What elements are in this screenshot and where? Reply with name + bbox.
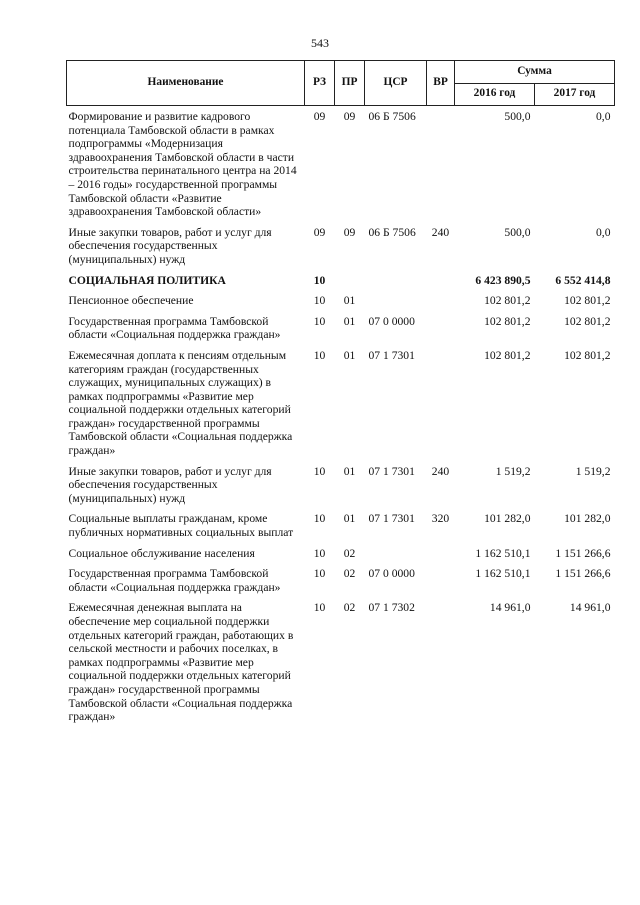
row-sum-2017: 101 282,0 bbox=[564, 512, 611, 526]
row-pr: 09 bbox=[343, 225, 356, 239]
row-sum-2017: 0,0 bbox=[596, 225, 611, 239]
row-sum-2017: 102 801,2 bbox=[564, 348, 611, 362]
header-vr: ВР bbox=[427, 61, 455, 106]
row-vr bbox=[427, 106, 455, 224]
row-pr: 02 bbox=[343, 546, 356, 560]
table-row bbox=[67, 545, 615, 566]
header-rz: РЗ bbox=[305, 61, 335, 106]
row-sum-2016: 1 519,2 bbox=[495, 464, 531, 478]
table-row bbox=[67, 510, 615, 544]
table-row bbox=[67, 106, 615, 224]
row-name: Формирование и развитие кадрового потенциала Тамбовской области в рамках подпрограммы «Модернизация здравоохранения Тамбовской области в части строительства перинатального центра на 2014 – 2016 годы» государственной программы Тамбовской области «Развитие здравоохранения Тамбовской области» bbox=[68, 110, 297, 219]
row-csr: 07 1 7301 bbox=[368, 512, 415, 526]
row-vr: 240 bbox=[431, 464, 450, 478]
row-vr bbox=[427, 565, 455, 599]
row-pr: 01 bbox=[343, 314, 356, 328]
row-vr bbox=[427, 292, 455, 313]
row-sum-2016: 14 961,0 bbox=[489, 601, 531, 615]
row-name: Иные закупки товаров, работ и услуг для обеспечения государственных (муниципальных) нужд bbox=[68, 464, 272, 505]
row-rz: 09 bbox=[313, 110, 326, 123]
row-pr: 02 bbox=[343, 601, 356, 615]
row-vr: 240 bbox=[431, 225, 450, 239]
table-row bbox=[67, 463, 615, 511]
row-vr bbox=[427, 347, 455, 463]
row-sum-2016: 500,0 bbox=[504, 225, 531, 239]
table-row bbox=[67, 347, 615, 463]
row-name: СОЦИАЛЬНАЯ ПОЛИТИКА bbox=[68, 273, 226, 287]
table-row bbox=[67, 224, 615, 272]
row-csr: 07 1 7302 bbox=[368, 601, 415, 615]
row-rz: 10 bbox=[313, 464, 326, 478]
row-vr bbox=[427, 599, 455, 728]
row-csr: 07 0 0000 bbox=[368, 567, 415, 581]
row-pr: 01 bbox=[343, 464, 356, 478]
row-sum-2016: 1 162 510,1 bbox=[475, 567, 531, 581]
row-name: Социальные выплаты гражданам, кроме публичных нормативных социальных выплат bbox=[68, 512, 294, 540]
row-csr bbox=[365, 292, 427, 313]
row-rz: 10 bbox=[313, 546, 326, 560]
header-csr: ЦСР bbox=[365, 61, 427, 106]
row-csr: 07 1 7301 bbox=[368, 348, 415, 362]
table-row bbox=[67, 313, 615, 347]
table-row bbox=[67, 292, 615, 313]
row-rz: 10 bbox=[313, 348, 326, 362]
row-rz: 10 bbox=[313, 273, 326, 287]
table-row bbox=[67, 599, 615, 728]
row-pr: 02 bbox=[343, 567, 356, 581]
row-sum-2016: 102 801,2 bbox=[484, 348, 531, 362]
row-name: Государственная программа Тамбовской области «Социальная поддержка граждан» bbox=[68, 314, 281, 342]
row-csr bbox=[365, 272, 427, 293]
header-name: Наименование bbox=[67, 61, 305, 106]
row-csr: 06 Б 7506 bbox=[368, 110, 416, 123]
row-rz: 10 bbox=[313, 314, 326, 328]
row-pr: 01 bbox=[343, 512, 356, 526]
row-sum-2016: 500,0 bbox=[504, 110, 531, 123]
budget-table bbox=[66, 60, 615, 729]
row-name: Государственная программа Тамбовской области «Социальная поддержка граждан» bbox=[68, 567, 281, 594]
row-sum-2016: 101 282,0 bbox=[484, 512, 531, 526]
row-rz: 10 bbox=[313, 567, 326, 581]
header-year-2016: 2016 год bbox=[455, 83, 535, 106]
row-pr: 01 bbox=[343, 348, 356, 362]
row-name: Пенсионное обеспечение bbox=[68, 294, 194, 308]
row-sum-2017: 1 519,2 bbox=[575, 464, 611, 478]
row-vr bbox=[427, 272, 455, 293]
row-sum-2017: 14 961,0 bbox=[569, 601, 611, 615]
row-rz: 10 bbox=[313, 512, 326, 526]
row-pr: 01 bbox=[343, 294, 356, 308]
row-sum-2017: 6 552 414,8 bbox=[555, 273, 611, 287]
row-csr bbox=[365, 545, 427, 566]
row-rz: 10 bbox=[313, 601, 326, 615]
header-pr: ПР bbox=[335, 61, 365, 106]
row-sum-2016: 1 162 510,1 bbox=[475, 546, 531, 560]
row-sum-2017: 102 801,2 bbox=[564, 314, 611, 328]
row-csr: 07 1 7301 bbox=[368, 464, 415, 478]
row-vr bbox=[427, 313, 455, 347]
table-row-section bbox=[67, 272, 615, 293]
header-sum: Сумма bbox=[455, 61, 615, 84]
row-sum-2016: 102 801,2 bbox=[484, 314, 531, 328]
row-sum-2017: 1 151 266,6 bbox=[555, 546, 611, 560]
row-name: Иные закупки товаров, работ и услуг для обеспечения государственных (муниципальных) нужд bbox=[68, 225, 272, 266]
table-body bbox=[67, 106, 615, 729]
row-name: Социальное обслуживание населения bbox=[68, 546, 255, 560]
page-number: 543 bbox=[311, 36, 329, 50]
row-csr: 06 Б 7506 bbox=[368, 225, 416, 239]
row-sum-2017: 102 801,2 bbox=[564, 294, 611, 308]
table-row bbox=[67, 565, 615, 599]
row-vr bbox=[427, 545, 455, 566]
row-sum-2016: 102 801,2 bbox=[484, 294, 531, 308]
header-year-2017: 2017 год bbox=[535, 83, 615, 106]
row-pr bbox=[335, 272, 365, 293]
row-csr: 07 0 0000 bbox=[368, 314, 415, 328]
row-rz: 09 bbox=[313, 225, 326, 239]
row-sum-2016: 6 423 890,5 bbox=[475, 273, 531, 287]
row-sum-2017: 0,0 bbox=[596, 110, 611, 123]
row-vr: 320 bbox=[431, 512, 450, 526]
row-sum-2017: 1 151 266,6 bbox=[555, 567, 611, 581]
row-pr: 09 bbox=[343, 110, 356, 123]
row-name: Ежемесячная денежная выплата на обеспечение мер социальной поддержки отдельных категорий граждан, работающих в сельской местности и рабочих поселках, в рамках подпрограммы «Развитие мер социальной поддержки отдельных категорий граждан» государственной программы Тамбовской области «Социальная поддержка граждан» bbox=[68, 601, 294, 724]
row-name: Ежемесячная доплата к пенсиям отдельным категориям граждан (государственных служащих, муниципальных служащих) в рамках подпрограммы «Развитие мер социальной поддержки отдельных категорий граждан» государственной программы Тамбовской области «Социальная поддержка граждан» bbox=[68, 348, 293, 458]
row-rz: 10 bbox=[313, 294, 326, 308]
